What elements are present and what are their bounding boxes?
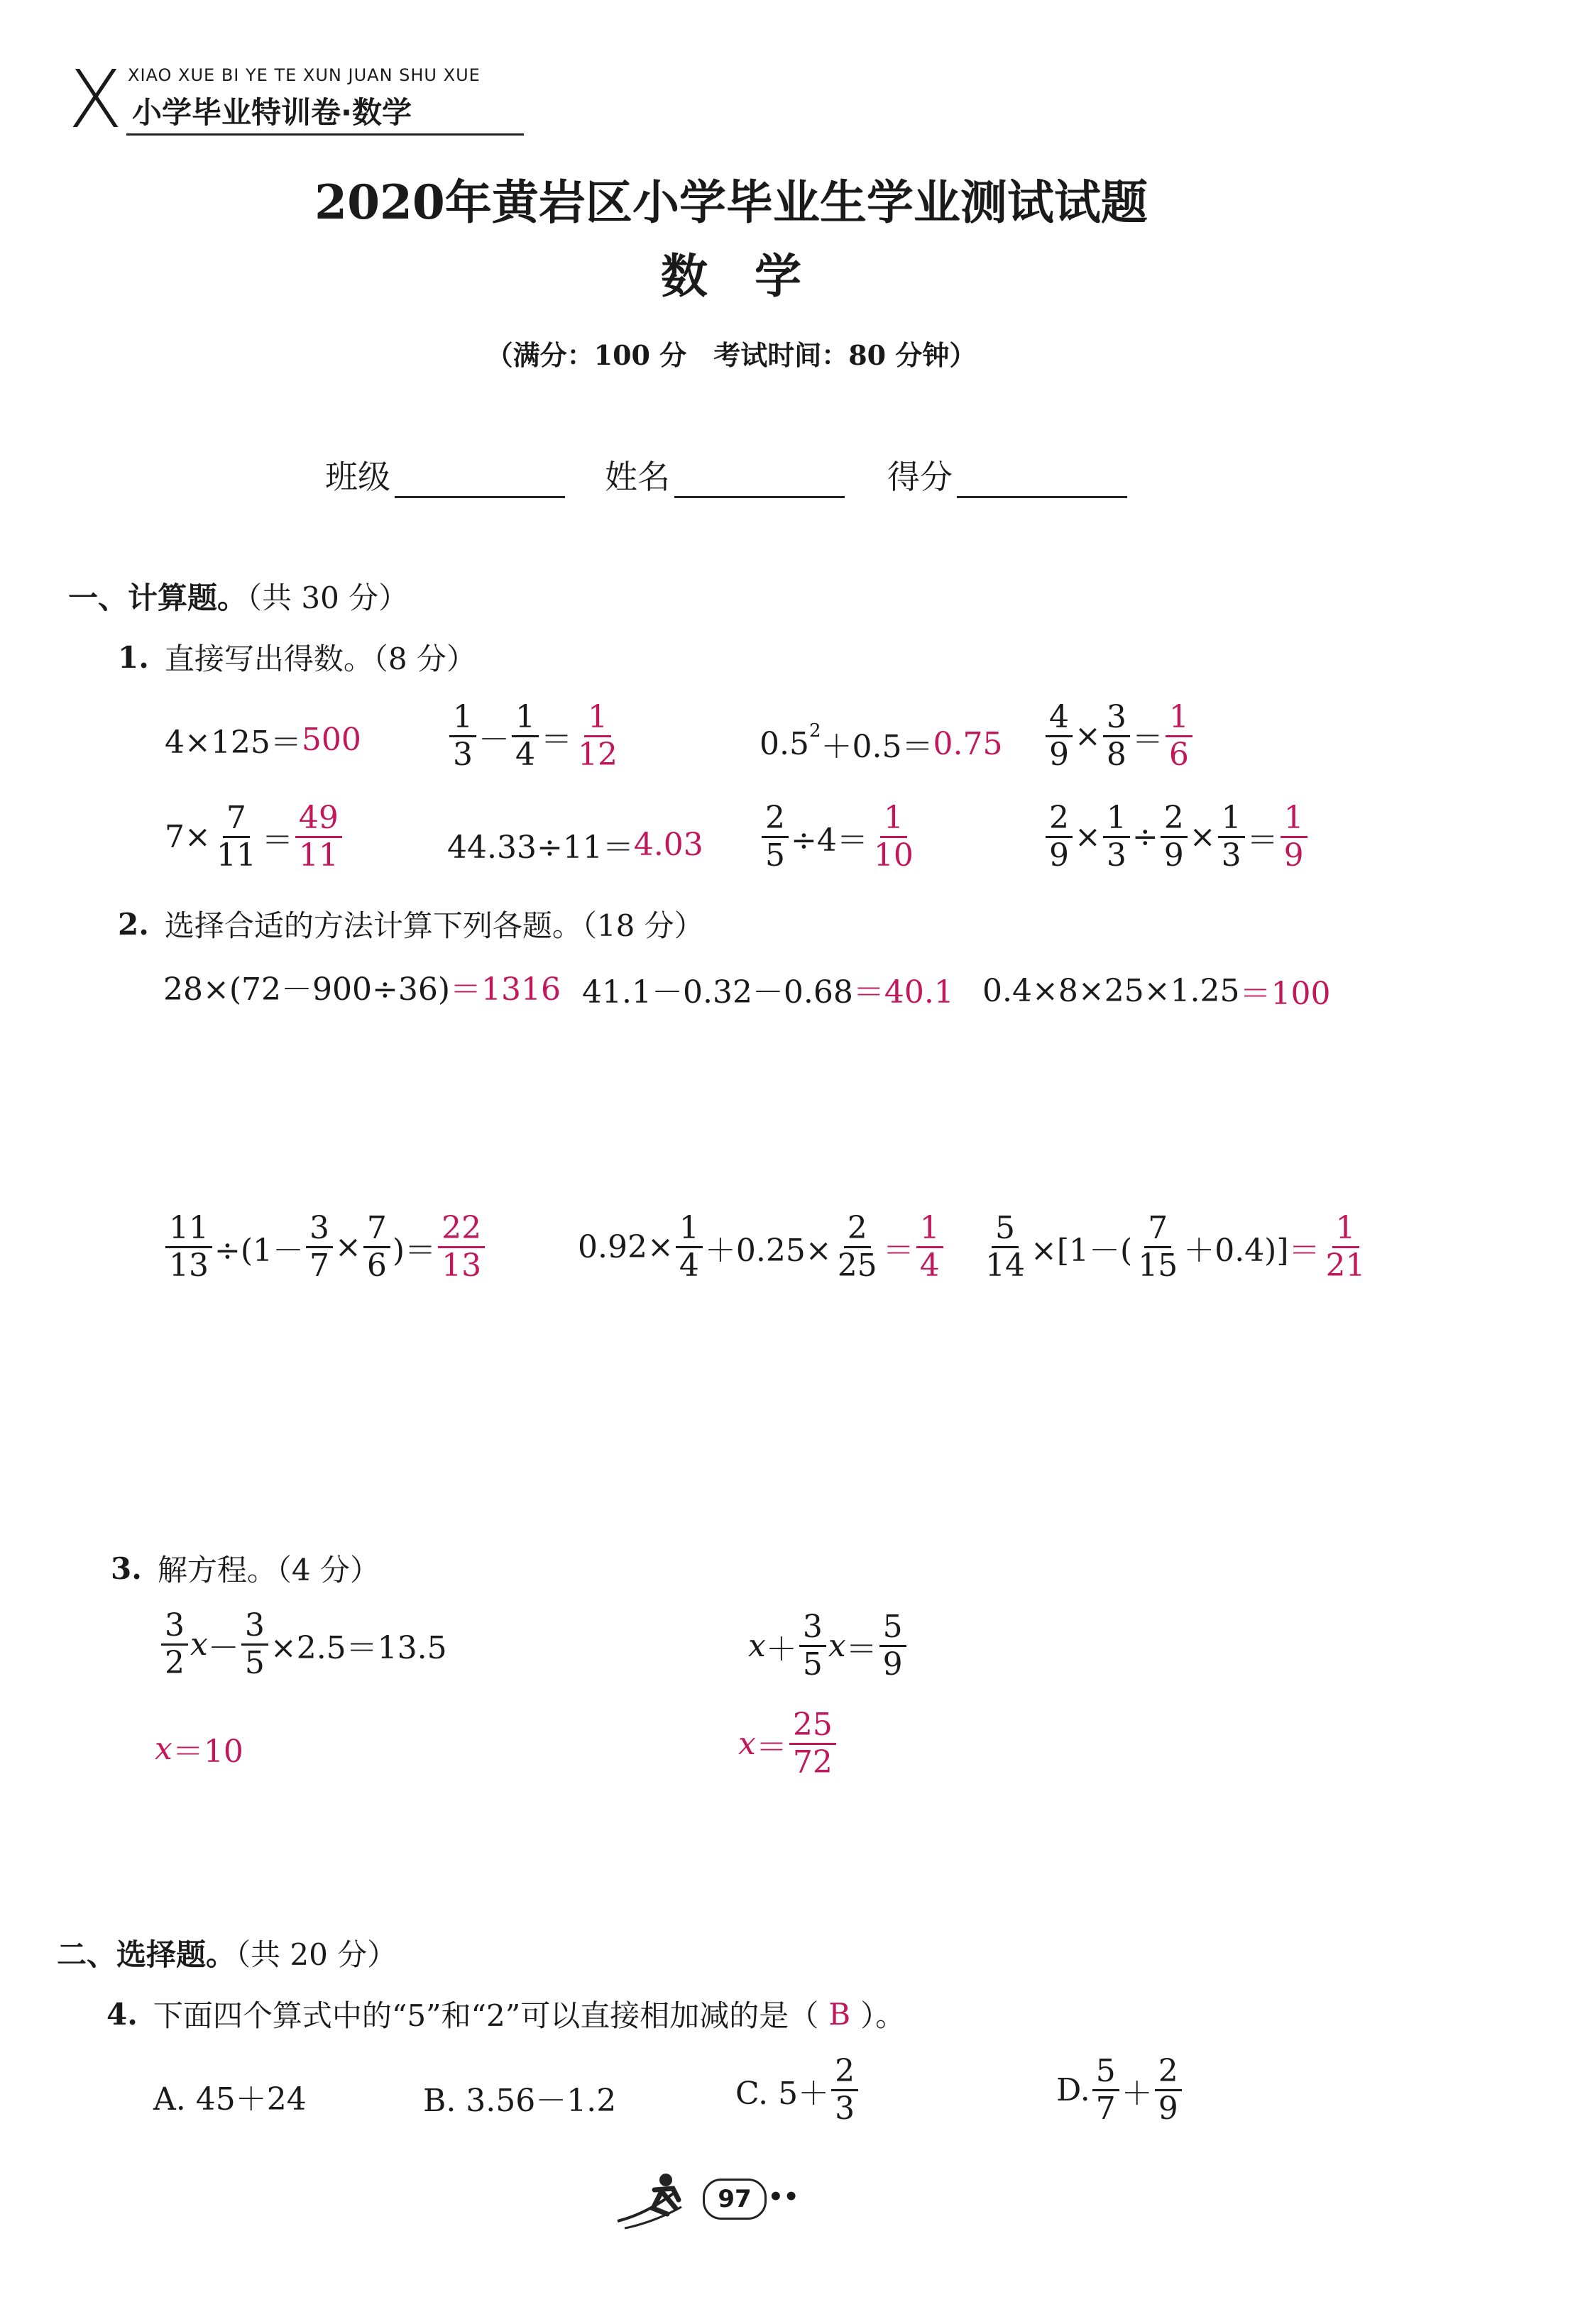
logo-pinyin: XIAO XUE BI YE TE XUN JUAN SHU XUE	[128, 65, 481, 85]
equation-1: $\frac{3}{2}$ x － $\frac{3}{5}$ ×2.5＝13.5	[159, 1609, 447, 1680]
runner-icon	[610, 2164, 696, 2235]
option-d[interactable]: D. $\frac{5}{7}$ ＋ $\frac{2}{9}$	[1056, 2055, 1184, 2125]
equation-1-answer: x ＝10	[155, 1730, 243, 1770]
q2-item-1: 28×(72－900÷36) ＝1316	[163, 971, 561, 1008]
section-2-title: 二、选择题。（共 20 分）	[57, 1937, 398, 1972]
name-field[interactable]	[605, 451, 845, 498]
equation-2: x ＋ $\frac{3}{5}$ x ＝ $\frac{5}{9}$	[748, 1611, 909, 1681]
logo-underline	[126, 133, 524, 136]
q2-item-4: $\frac{11}{13}$ ÷(1－ $\frac{3}{7}$ × $\frac{7}{6}$ )＝ $\frac{22}{13}$	[163, 1212, 487, 1282]
class-blank[interactable]	[395, 468, 565, 498]
question-1: 1. 直接写出得数。（8 分）	[118, 639, 476, 676]
q1-item-1: 4×125＝ 500	[165, 721, 361, 761]
logo-letter: X	[68, 54, 123, 146]
q1-item-8: $\frac{2}{9}$ × $\frac{1}{3}$ ÷ $\frac{2}{9}$ × $\frac{1}{3}$ ＝ $\frac{1}{9}$	[1043, 802, 1310, 872]
page-dots: ••	[768, 2183, 799, 2211]
question-3: 3. 解方程。（4 分）	[111, 1551, 380, 1587]
q2-item-3: 0.4×8×25×1.25 ＝100	[982, 972, 1331, 1012]
series-logo	[68, 54, 537, 146]
score-field[interactable]	[887, 451, 1127, 498]
question-4-answer: B	[828, 1996, 851, 2032]
q1-item-7: $\frac{2}{5}$ ÷4＝ $\frac{1}{10}$	[760, 802, 919, 872]
q2-item-5: 0.92× $\frac{1}{4}$ ＋0.25× $\frac{2}{25}$ ＝ $\frac{1}{4}$	[578, 1212, 945, 1282]
q1-item-2: $\frac{1}{3}$ － $\frac{1}{4}$ ＝ $\frac{1}{12}$	[447, 701, 623, 771]
q2-item-2: 41.1－0.32－0.68 ＝40.1	[582, 974, 954, 1010]
q1-item-4: $\frac{4}{9}$ × $\frac{3}{8}$ ＝ $\frac{1}{6}$	[1043, 701, 1195, 771]
question-4: 4. 下面四个算式中的“5”和“2”可以直接相加减的是（ B ）。	[106, 1996, 906, 2033]
q1-item-5: 7× $\frac{7}{11}$ ＝ $\frac{49}{11}$	[165, 802, 344, 872]
footer-decoration	[610, 2164, 823, 2235]
class-label: 班级	[325, 458, 390, 496]
exam-meta: （满分：100 分 考试时间：80 分钟）	[486, 339, 977, 371]
q1-item-3: 0.5 2 ＋0.5＝ 0.75	[760, 720, 1003, 765]
option-c[interactable]: C. 5＋ $\frac{2}{3}$	[735, 2055, 860, 2125]
q1-item-6: 44.33÷11＝ 4.03	[447, 826, 703, 866]
logo-series-name: 小学毕业特训卷·数学	[132, 95, 412, 130]
equation-2-answer: x ＝ $\frac{25}{72}$	[738, 1709, 838, 1779]
option-b[interactable]: B. 3.56－1.2	[423, 2083, 617, 2119]
score-blank[interactable]	[957, 468, 1127, 498]
name-blank[interactable]	[674, 468, 845, 498]
score-label: 得分	[887, 458, 953, 496]
section-1-title: 一、计算题。（共 30 分）	[68, 580, 409, 615]
option-a[interactable]: A. 45＋24	[153, 2081, 307, 2118]
subject-title: 数 学	[661, 248, 801, 304]
page-title: 2020年黄岩区小学毕业生学业测试试题	[314, 175, 1148, 230]
question-2: 2. 选择合适的方法计算下列各题。（18 分）	[118, 906, 704, 943]
class-field[interactable]	[325, 451, 565, 498]
name-label: 姓名	[605, 458, 670, 496]
q2-item-6: $\frac{5}{14}$ ×[1－( $\frac{7}{15}$ ＋0.4)] ＝ $\frac{1}{21}$	[985, 1210, 1366, 1284]
page-number: 97	[703, 2179, 767, 2220]
